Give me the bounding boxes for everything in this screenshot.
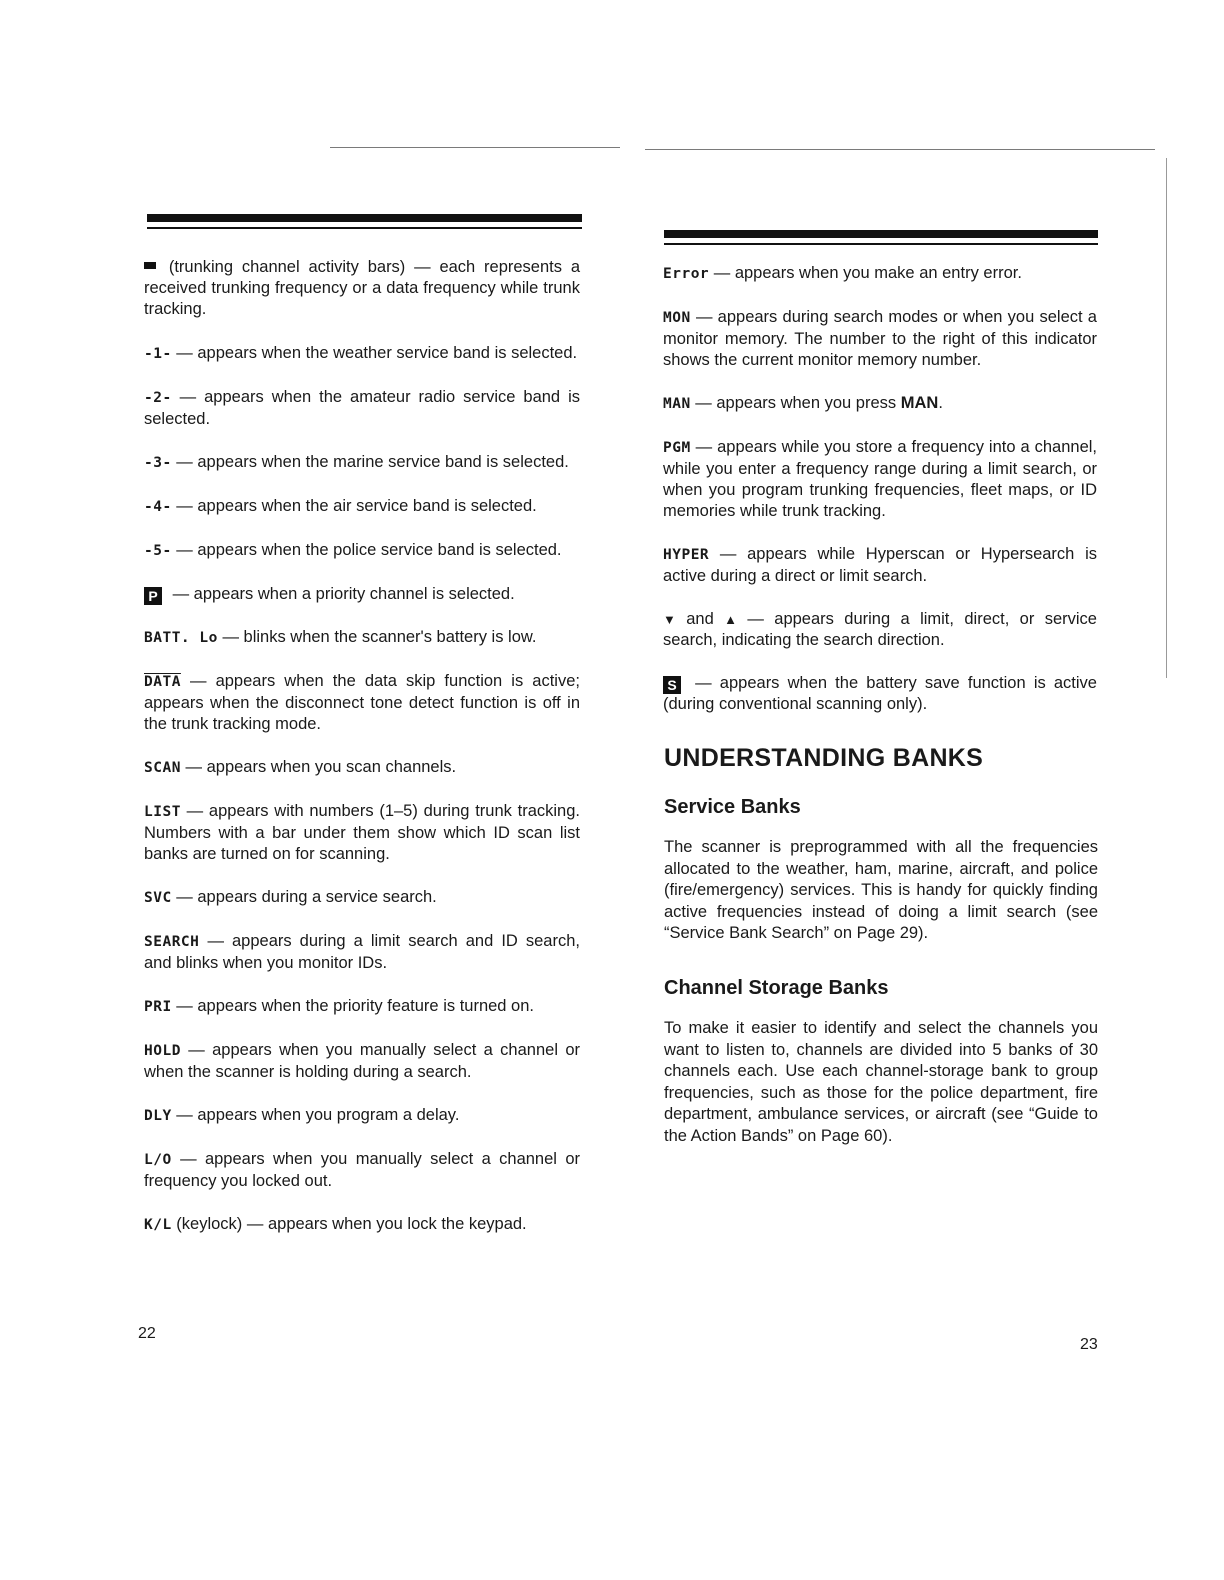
indicator-label: -3- — [144, 455, 172, 471]
scan-artifact-margin-line — [1166, 158, 1167, 678]
right-column-indicators — [663, 263, 1097, 715]
left-column — [144, 257, 580, 1236]
entry-battery-save: S — appears when the battery save function is active (during conventional scanning only). — [663, 674, 1097, 713]
entry-band-3: -3- — appears when the marine service band is selected. — [144, 453, 569, 471]
left-header-rule-thick — [147, 214, 582, 222]
entry-hold: HOLD — appears when you manually select a channel or when the scanner is holding during a search. — [144, 1041, 580, 1081]
battery-save-s-icon: S — [663, 676, 681, 694]
entry-band-4: -4- — appears when the air service band is selected. — [144, 497, 537, 515]
entry-error: Error — appears when you make an entry error. — [663, 264, 1022, 282]
scan-artifact-line — [645, 149, 1155, 150]
indicator-label: -5- — [144, 543, 172, 559]
entry-scan: SCAN — appears when you scan channels. — [144, 758, 457, 776]
indicator-label: DLY — [144, 1108, 172, 1124]
entry-band-1: -1- — appears when the weather service band is selected. — [144, 344, 578, 362]
entry-search: SEARCH — appears during a limit search and ID search, and blinks when you monitor IDs. — [144, 932, 580, 972]
down-arrow-icon: ▼ — [663, 612, 676, 627]
indicator-label: SEARCH — [144, 934, 200, 950]
indicator-label: SCAN — [144, 760, 181, 776]
indicator-label: -2- — [144, 390, 172, 406]
right-header-rule-thick — [664, 230, 1098, 238]
service-banks-body: The scanner is preprogrammed with all the frequencies allocated to the weather, ham, marine, aircraft, and police (fire/emergency) services. This is handy for quickly finding active frequencies instead of doing a limit search (see “Service Bank Search” on Page 29). — [664, 838, 1098, 942]
entry-battery-low: BATT. Lo — blinks when the scanner's battery is low. — [144, 628, 537, 646]
section-heading: UNDERSTANDING BANKS — [664, 744, 984, 772]
page-number-right: 23 — [1080, 1336, 1098, 1353]
channel-storage-banks-heading: Channel Storage Banks — [664, 977, 889, 999]
page-number-left: 22 — [138, 1325, 156, 1342]
indicator-label: HYPER — [663, 547, 710, 563]
channel-storage-banks-body: To make it easier to identify and select the channels you want to listen to, channels are divided into 5 banks of 30 channels each. Use each channel-storage bank to group frequencies, such as those for the police department, fire department, ambulance services, or aircraft (see “Guide to the Action Bands” on Page 60). — [664, 1019, 1098, 1145]
entry-hyper: HYPER — appears while Hyperscan or Hypersearch is active during a direct or limit search. — [663, 545, 1097, 585]
entry-list: LIST — appears with numbers (1–5) during trunk tracking. Numbers with a bar under them show which ID scan list banks are turned on for scanning. — [144, 802, 580, 863]
indicator-label: DATA — [144, 674, 181, 690]
entry-dly: DLY — appears when you program a delay. — [144, 1106, 460, 1124]
entry-keylock: K/L (keylock) — appears when you lock the keypad. — [144, 1215, 527, 1233]
entry-direction-arrows: ▼ and ▲ — appears during a limit, direct, or service search, indicating the search direction. — [663, 610, 1097, 649]
indicator-label: -1- — [144, 346, 172, 362]
entry-activity-bars: (trunking channel activity bars) — each represents a received trunking frequency or a data frequency while trunk tracking. — [144, 258, 580, 318]
service-banks-heading: Service Banks — [664, 796, 801, 818]
left-header-rule-thin — [147, 227, 582, 229]
indicator-label: PGM — [663, 440, 691, 456]
indicator-label: L/O — [144, 1152, 172, 1168]
entry-mon: MON — appears during search modes or when you select a monitor memory. The number to the right of this indicator shows the current monitor memory number. — [663, 308, 1097, 369]
indicator-label: MAN — [663, 396, 691, 412]
indicator-label: HOLD — [144, 1043, 181, 1059]
entry-pri: PRI — appears when the priority feature is turned on. — [144, 997, 534, 1015]
up-arrow-icon: ▲ — [724, 612, 738, 627]
indicator-label: -4- — [144, 499, 172, 515]
entry-lockout: L/O — appears when you manually select a channel or frequency you locked out. — [144, 1150, 580, 1190]
indicator-label: LIST — [144, 804, 181, 820]
entry-band-2: -2- — appears when the amateur radio service band is selected. — [144, 388, 580, 428]
priority-p-icon: P — [144, 587, 162, 605]
entry-svc: SVC — appears during a service search. — [144, 888, 437, 906]
indicator-label: Error — [663, 266, 710, 282]
indicator-label: PRI — [144, 999, 172, 1015]
entry-band-5: -5- — appears when the police service band is selected. — [144, 541, 562, 559]
activity-bar-icon — [144, 262, 156, 269]
entry-priority-icon: P — appears when a priority channel is selected. — [144, 584, 580, 605]
indicator-label: SVC — [144, 890, 172, 906]
indicator-label: BATT. Lo — [144, 630, 218, 646]
entry-man: MAN — appears when you press MAN. — [663, 394, 943, 412]
indicator-label: K/L — [144, 1217, 172, 1233]
entry-data: DATA — appears when the data skip function is active; appears when the disconnect tone detect function is off in the trunk tracking mode. — [144, 672, 580, 733]
scan-artifact-line — [330, 147, 620, 148]
key-name: MAN — [900, 394, 939, 412]
indicator-label: MON — [663, 310, 691, 326]
entry-pgm: PGM — appears while you store a frequency into a channel, while you enter a frequency range during a limit search, or when you program trunking frequencies, fleet maps, or ID memories while trunk tracking. — [663, 438, 1097, 520]
right-header-rule-thin — [664, 243, 1098, 245]
